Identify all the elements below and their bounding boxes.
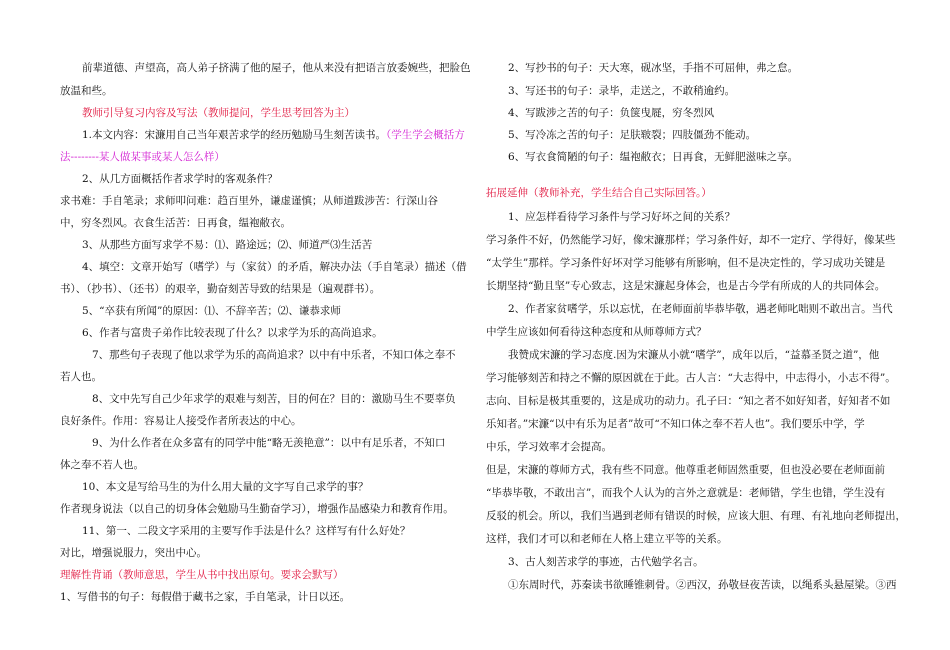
text-line: 良好条件。作用：容易让人接受作者所表达的中心。 bbox=[60, 415, 302, 427]
text-line: 6、写衣食简陋的句子：缊袍敝衣；日再食，无鲜肥滋味之享。 bbox=[508, 151, 799, 163]
question-line: 4、填空：文章开始写（嗜学）与（家贫）的矛盾，解决办法（手自笔录）描述（借 bbox=[82, 261, 467, 273]
text-line: 2、写抄书的句子：天大寒，砚冰坚，手指不可屈伸，弗之怠。 bbox=[508, 62, 799, 74]
text-line: 放温和些。 bbox=[60, 85, 113, 97]
text-line: 乐知者。”宋濂“以中有乐为足者”故可“不知口体之奉不若人也”。我们要乐中学，学 bbox=[486, 418, 865, 430]
text-line: “毕恭毕敬，不敢出言”，而我个人认为的言外之意就是：老师错，学生也错，学生没有 bbox=[486, 487, 886, 499]
text-line: 这样，我们才可以和老师在人格上建立平等的关系。 bbox=[486, 533, 728, 545]
question-line: 5、“卒获有所闻”的原因：⑴、不辞辛苦；⑵、谦恭求师 bbox=[82, 305, 341, 317]
note-text: （学生学会概括方 bbox=[386, 129, 465, 141]
note-text: 法--------某人做某事或某人怎么样） bbox=[60, 151, 225, 163]
text-line: 对比，增强说服力，突出中心。 bbox=[60, 547, 207, 559]
text-line: ①东周时代，苏秦读书欲睡锥刺骨。②西汉，孙敬昼夜苦读，以绳系头悬屋梁。③西 bbox=[508, 579, 897, 591]
section-heading: 拓展延伸（教师补充，学生结合自己实际回答。） bbox=[486, 187, 712, 199]
text-line: 中乐，学习效率才会提高。 bbox=[486, 441, 612, 453]
question-line: 11、第一、二段文字采用的主要写作手法是什么？这样写有什么好处？ bbox=[82, 525, 411, 537]
text-line: 但是，宋濂的尊师方式，我有些不同意。他尊重老师固然重要，但也没必要在老师面前 bbox=[486, 464, 885, 476]
text-line: 我赞成宋濂的学习态度.因为宋濂从小就“嗜学”，成年以后，“益慕圣贤之道”，他 bbox=[508, 349, 880, 361]
text-line: 体之奉不若人也。 bbox=[60, 459, 144, 471]
text-line: 中学生应该如何看待这种态度和从师尊师方式？ bbox=[486, 326, 707, 338]
question-line: 2、作者家贫嗜学，乐以忘忧，在老师面前毕恭毕敬，遇老师叱咄则不敢出言。当代 bbox=[508, 303, 893, 315]
text-line: 学习能够刻苦和持之不懈的原因就在于此。古人言：“大志得中，中志得小，小志不得”。 bbox=[486, 372, 896, 384]
question-line: 9、为什么作者在众多富有的同学中能“略无羡艳意”：以中有足乐者，不知口 bbox=[92, 437, 446, 449]
question-line: 8、文中先写自己少年求学的艰难与刻苦，目的何在？目的：激励马生不要辜负 bbox=[92, 393, 456, 405]
question-line: 6、作者与富贵子弟作比较表现了什么？以求学为乐的高尚追求。 bbox=[82, 327, 383, 339]
text-line: “太学生”那样。学习条件好坏对学习能够有所影响，但不是决定性的，学习成功关键是 bbox=[486, 257, 886, 269]
text-line: 长期坚持“勤且坚”专心致志，这是宋濂起身体会，也是古今学有所成的人的共同体会。 bbox=[486, 280, 886, 292]
text-line: 3、写还书的句子：录毕，走送之，不敢稍逾约。 bbox=[508, 85, 736, 97]
text-line: 若人也。 bbox=[60, 371, 102, 383]
question-line: 1、应怎样看待学习条件与学习好坏之间的关系？ bbox=[508, 211, 736, 223]
text-line: 前辈道德、声望高，高人弟子挤满了他的屋子，他从来没有把语言放委婉些，把脸色 bbox=[82, 62, 471, 74]
section-heading: 教师引导复习内容及写法（教师提问，学生思考回答为主） bbox=[82, 107, 355, 119]
text-line: 1.本文内容：宋濂用自己当年艰苦求学的经历勉励马生刻苦读书。（学生学会概括方 bbox=[82, 129, 465, 141]
text-line: 书）、（抄书）、（还书）的艰辛，勤奋刻苦导致的结果是（遍观群书）。 bbox=[60, 283, 381, 295]
text-line: 学习条件不好，仍然能学习好，像宋濂那样；学习条件好，却不一定疗、学得好，像某些 bbox=[486, 234, 896, 246]
text-line: 1、写借书的句子：每假借于藏书之家，手自笔录，计日以还。 bbox=[60, 591, 351, 603]
text-line: 求书难：手自笔录；求师叩问难：趋百里外，谦虚谨慎；从师道跋涉苦：行深山谷 bbox=[60, 195, 438, 207]
section-heading: 理解性背诵（教师意思，学生从书中找出原句。要求会默写） bbox=[60, 569, 344, 581]
text-line: 5、写冷冻之苦的句子：足肤皲裂；四肢僵劲不能动。 bbox=[508, 129, 757, 141]
question-line: 3、古人刻苦求学的事迹，古代勉学名言。 bbox=[508, 556, 704, 568]
question-line: 2、从几方面概括作者求学时的客观条件？ bbox=[82, 173, 278, 185]
text-line: 4、写跋涉之苦的句子：负箧曳屣，穷冬烈风 bbox=[508, 107, 715, 119]
question-line: 10、本文是写给马生的为什么用大量的文字写自己求学的事？ bbox=[82, 481, 369, 493]
question-line: 7、那些句子表现了他以求学为乐的高尚追求？以中有中乐者，不知口体之奉不 bbox=[92, 349, 456, 361]
text-line: 中，穷冬烈风。衣食生活苦：日再食，缊袍敝衣。 bbox=[60, 217, 291, 229]
text-line: 反驳的机会。所以，我们当遇到老师有错误的时候，应该大胆、有理、有礼地向老师提出， bbox=[486, 510, 906, 522]
text-line: 作者现身说法（以自己的切身体会勉励马生勤奋学习），增强作品感染力和教育作用。 bbox=[60, 503, 454, 515]
question-line: 3、从那些方面写求学不易：⑴、路途远；⑵、师道严⑶生活苦 bbox=[82, 239, 373, 251]
text-line: 志向、目标是极其重要的，这是成功的动力。孔子曰：“知之者不如好知者，好知者不如 bbox=[486, 395, 891, 407]
